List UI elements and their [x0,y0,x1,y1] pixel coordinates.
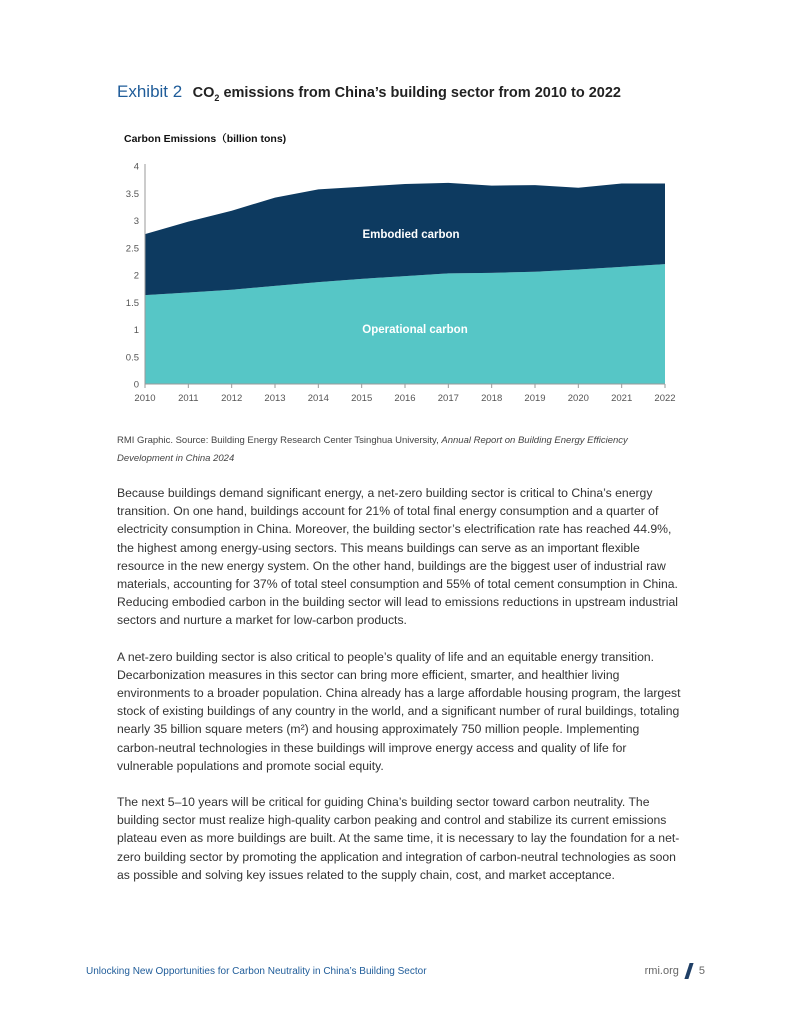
y-tick-label: 1 [133,325,139,336]
embodied-carbon-label: Embodied carbon [362,229,460,241]
x-tick-label: 2016 [394,393,416,404]
body-text [117,484,682,902]
x-tick-label: 2017 [437,393,459,404]
title-rest: emissions from China’s building sector from 2010 to 2022 [219,85,621,101]
title-subscript: 2 [214,93,220,103]
y-tick-label: 0 [133,379,139,391]
footer-title: Unlocking New Opportunities for Carbon Neutrality in China’s Building Sector [86,966,427,977]
slash-divider-icon [684,963,693,979]
paragraph: The next 5–10 years will be critical for guiding China’s building sector toward carbon neutrality. The building sector must realize high-quality carbon peaking and control and stabilize its current emissions plateau even as more buildings are built. At the same time, it is necessary to lay the foundation for a net-zero building sector by promoting the application and integration of carbon-neutral technologies as soon as possible and solving key issues related to the supply chain, cost, and market acceptance. [117,795,680,882]
x-tick-label: 2019 [524,393,546,404]
source-prefix: RMI Graphic. Source: Building Energy Research Center Tsinghua University, [117,435,442,446]
y-tick-label: 4 [133,161,139,173]
title-co: CO [192,85,215,101]
paragraph: Because buildings demand significant energy, a net-zero building sector is critical to China’s energy transition. On one hand, buildings account for 21% of total final energy consumption and a quarter of electricity consumption in China. Moreover, the building sector’s electrification rate has reached 44.9%, the highest among energy-using sectors. This means buildings can serve as an important flexible resource in the new energy system. On the other hand, buildings are the biggest user of industrial raw materials, accounting for 37% of total steel consumption and 55% of total cement consumption in China. Reducing embodied carbon in the building sector will lead to emissions reductions in upstream industrial sectors and nurture a market for low-carbon products. [117,486,678,628]
x-tick-label: 2020 [567,393,589,404]
y-tick-label: 2.5 [125,243,139,255]
emissions-area-chart [0,0,791,420]
x-tick-label: 2010 [134,393,156,404]
x-tick-label: 2021 [611,393,633,404]
y-tick-label: 1.5 [125,297,139,309]
x-tick-label: 2012 [221,393,243,404]
x-tick-label: 2018 [481,393,503,404]
x-tick-label: 2022 [654,393,676,404]
y-tick-label: 3 [133,216,139,227]
exhibit-label: Exhibit 2 [117,82,183,101]
footer-right [645,963,705,979]
y-tick-label: 2 [133,270,139,282]
footer-site-link[interactable]: rmi.org [644,965,679,977]
y-tick-label: 0.5 [125,352,139,364]
source-title: Annual Report on Building Energy Efficiency Development in China 2024 [117,435,628,464]
x-tick-label: 2014 [307,393,329,404]
y-axis-label: Carbon Emissions（billion tons) [124,133,287,145]
x-tick-label: 2013 [264,393,286,404]
operational-carbon-label: Operational carbon [362,324,468,336]
y-tick-label: 3.5 [125,188,139,200]
page-number: 5 [698,965,705,977]
paragraph: A net-zero building sector is also critical to people’s quality of life and an equitable energy transition. Decarbonization measures in this sector can bring more efficient, smarter, and healthier living environments to a broader population. China already has a large affordable housing program, the largest stock of existing buildings of any country in the world, and a significant number of rural buildings, totaling nearly 35 billion square meters (m²) and housing approximately 750 million people. Implementing carbon-neutral technologies in these buildings will improve energy access and quality of life for vulnerable populations and promote social equity. [117,649,681,773]
chart-source [117,432,677,468]
x-tick-label: 2015 [351,393,373,404]
x-tick-label: 2011 [178,393,199,404]
